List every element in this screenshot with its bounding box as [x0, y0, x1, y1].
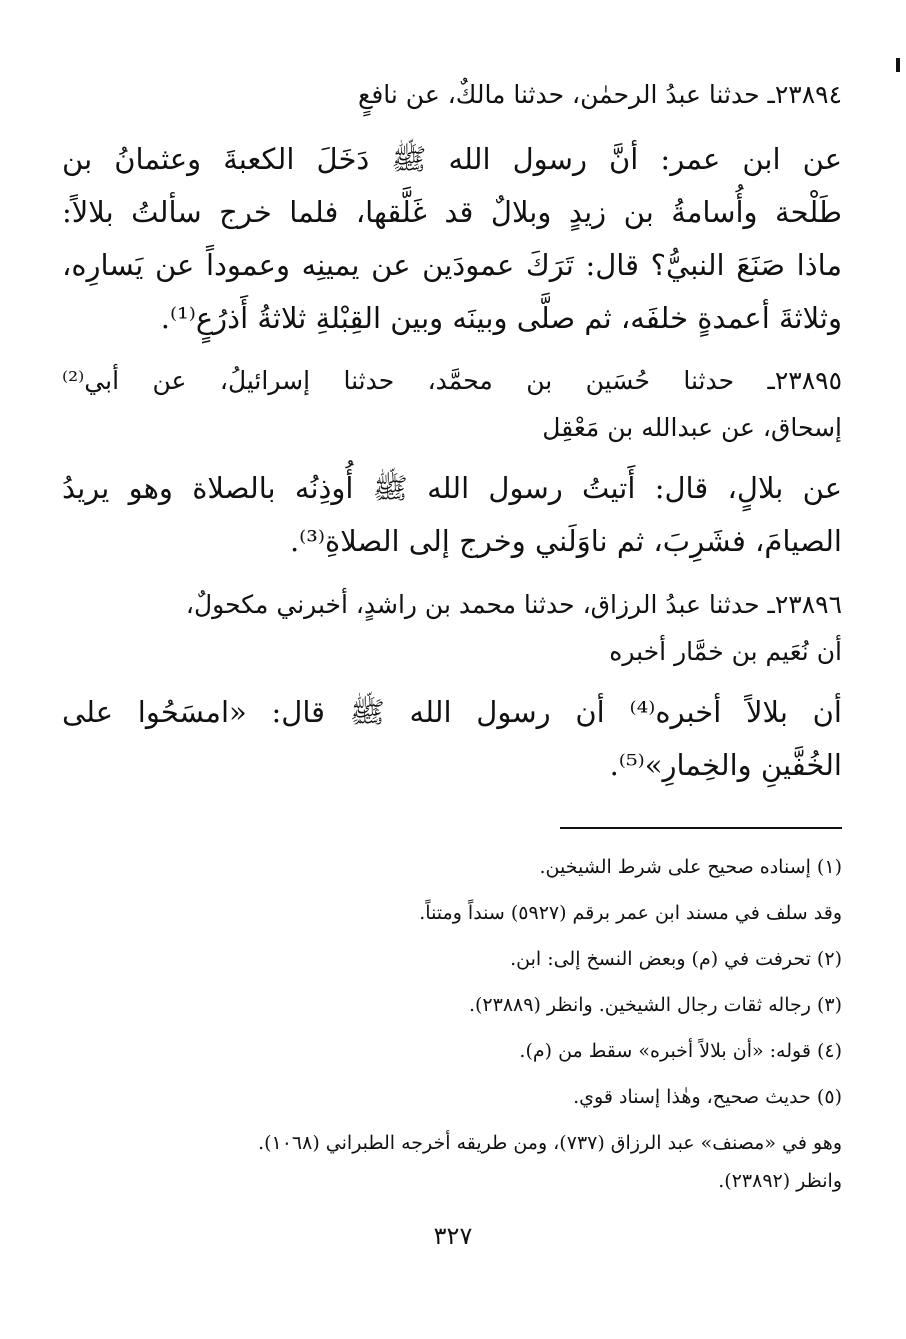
footnote-5: (٥) حديث صحيح، وهٰذا إسناد قوي. [573, 1086, 842, 1108]
hadith-23894-matn-line-4: وثلاثةَ أعمدةٍ خلفَه، ثم صلَّى وبينَه وبين القِبْلةِ ثلاثةُ أَذرُعٍ⁽¹⁾. [160, 301, 842, 335]
footnote-3: (٣) رجاله ثقات رجال الشيخين. وانظر (٢٣٨٨٩). [468, 994, 842, 1016]
margin-mark [896, 58, 900, 72]
hadith-23895-isnad-line-1: ٢٣٨٩٥ـ حدثنا حُسَين بن محمَّد، حدثنا إسرائيلُ، عن أبي⁽²⁾ [62, 366, 842, 395]
hadith-23894-matn-line-2: طَلْحة وأُسامةُ بن زيدٍ وبلالٌ قد غَلَّقها، فلما خرج سألتُ بلالاً: [62, 195, 842, 229]
page-number: ٣٢٧ [433, 1222, 473, 1250]
footnote-4: (٤) قوله: «أن بلالاً أخبره» سقط من (م). [519, 1040, 842, 1062]
hadith-23896-isnad-line-1: ٢٣٨٩٦ـ حدثنا عبدُ الرزاق، حدثنا محمد بن راشدٍ، أخبرني مكحولٌ، [185, 590, 842, 619]
hadith-23894-isnad: ٢٣٨٩٤ـ حدثنا عبدُ الرحمٰن، حدثنا مالكٌ، عن نافعٍ [358, 80, 842, 109]
footnote-2: (٢) تحرفت في (م) وبعض النسخ إلى: ابن. [510, 948, 842, 970]
footnote-5-continuation-2: وانظر (٢٣٨٩٢). [718, 1170, 842, 1192]
hadith-23895-matn-line-1: عن بلالٍ، قال: أَتيتُ رسول الله ﷺ أُوذِنُه بالصلاة وهو يريدُ [62, 471, 842, 505]
footnote-5-continuation: وهو في «مصنف» عبد الرزاق (٧٣٧)، ومن طريقه أخرجه الطبراني (١٠٦٨). [258, 1132, 842, 1154]
hadith-23894-matn-line-3: ماذا صَنَعَ النبيُّ؟ قال: تَرَكَ عمودَين عن يمينِه وعموداً عن يَسارِه، [62, 248, 842, 282]
footnote-1: (١) إسناده صحيح على شرط الشيخين. [539, 856, 842, 878]
hadith-23896-matn-line-1: أن بلالاً أخبره⁽⁴⁾ أن رسول الله ﷺ قال: «امسَحُوا على [62, 695, 842, 729]
hadith-23894-matn-line-1: عن ابن عمر: أنَّ رسول الله ﷺ دَخَلَ الكعبةَ وعثمانُ بن [62, 142, 842, 176]
hadith-23895-isnad-line-2: إسحاق، عن عبدالله بن مَعْقِل [542, 413, 842, 442]
footnote-1-continuation: وقد سلف في مسند ابن عمر برقم (٥٩٢٧) سنداً ومتناً. [419, 902, 842, 924]
hadith-23895-matn-line-2: الصيامَ، فشَرِبَ، ثم ناوَلَني وخرج إلى الصلاةِ⁽³⁾. [289, 524, 842, 558]
hadith-23896-isnad-line-2: أن نُعَيم بن خمَّار أخبره [609, 637, 842, 666]
hadith-23896-matn-line-2: الخُفَّينِ والخِمارِ»⁽⁵⁾. [609, 748, 842, 782]
footnote-separator [560, 827, 842, 829]
